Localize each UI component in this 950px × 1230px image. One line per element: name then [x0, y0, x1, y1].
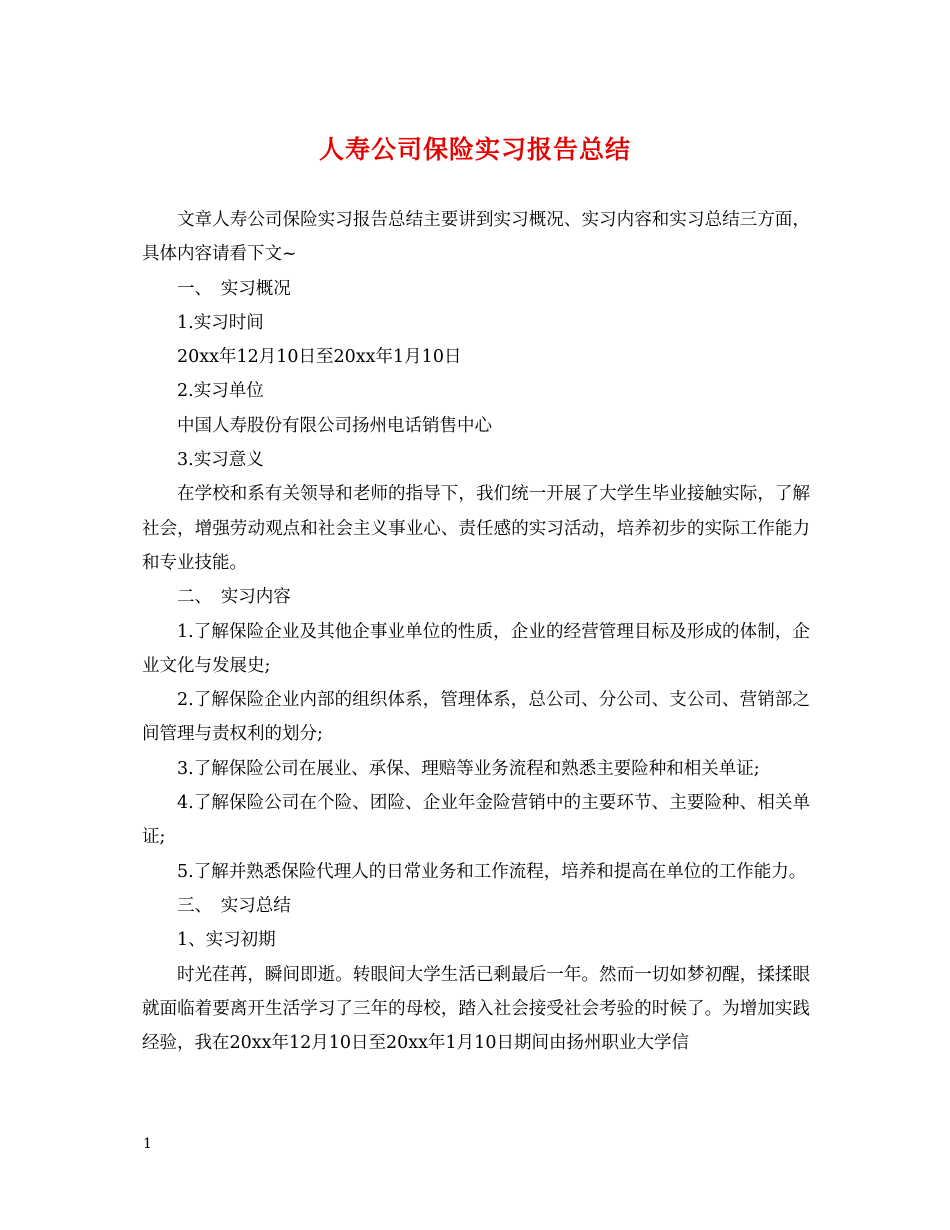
list-item-content-3: 3.了解保险公司在展业、承保、理赔等业务流程和熟悉主要险种和相关单证; — [177, 758, 760, 779]
paragraph-internship-dates: 20xx年12月10日至20xx年1月10日 — [177, 347, 462, 368]
subheading-early-stage: 1、实习初期 — [177, 930, 276, 951]
subheading-internship-meaning: 3.实习意义 — [177, 450, 264, 471]
subheading-internship-time: 1.实习时间 — [177, 312, 264, 333]
list-item-content-5: 5.了解并熟悉保险代理人的日常业务和工作流程，培养和提高在单位的工作能力。 — [177, 861, 807, 882]
document-body — [142, 203, 810, 1060]
paragraph-intro: 文章人寿公司保险实习报告总结主要讲到实习概况、实习内容和实习总结三方面，具体内容请看下文~ — [142, 210, 810, 265]
paragraph-early-stage: 时光荏苒，瞬间即逝。转眼间大学生活已剩最后一年。然而一切如梦初醒，揉揉眼就面临着要离开生活学习了三年的母校，踏入社会接受社会考验的时候了。为增加实践经验，我在20xx年12月10日至20xx年1月10日期间由扬州职业大学信 — [142, 964, 810, 1054]
section-heading-content: 二、 实习内容 — [177, 587, 291, 608]
list-item-content-1: 1.了解保险企业及其他企事业单位的性质，企业的经营管理目标及形成的体制，企业文化与发展史; — [142, 621, 810, 676]
list-item-content-2: 2.了解保险企业内部的组织体系，管理体系，总公司、分公司、支公司、营销部之间管理与责权利的划分; — [142, 690, 810, 745]
section-heading-overview: 一、 实习概况 — [177, 278, 291, 299]
document-title: 人寿公司保险实习报告总结 — [318, 135, 631, 164]
page-number: 1 — [143, 1136, 152, 1152]
list-item-content-4: 4.了解保险公司在个险、团险、企业年金险营销中的主要环节、主要险种、相关单证; — [142, 793, 810, 848]
paragraph-internship-meaning: 在学校和系有关领导和老师的指导下，我们统一开展了大学生毕业接触实际，了解社会，增强劳动观点和社会主义事业心、责任感的实习活动，培养初步的实际工作能力和专业技能。 — [142, 484, 810, 573]
paragraph-internship-unit: 中国人寿股份有限公司扬州电话销售中心 — [177, 415, 492, 436]
section-heading-summary: 三、 实习总结 — [177, 895, 291, 916]
subheading-internship-unit: 2.实习单位 — [177, 381, 264, 402]
